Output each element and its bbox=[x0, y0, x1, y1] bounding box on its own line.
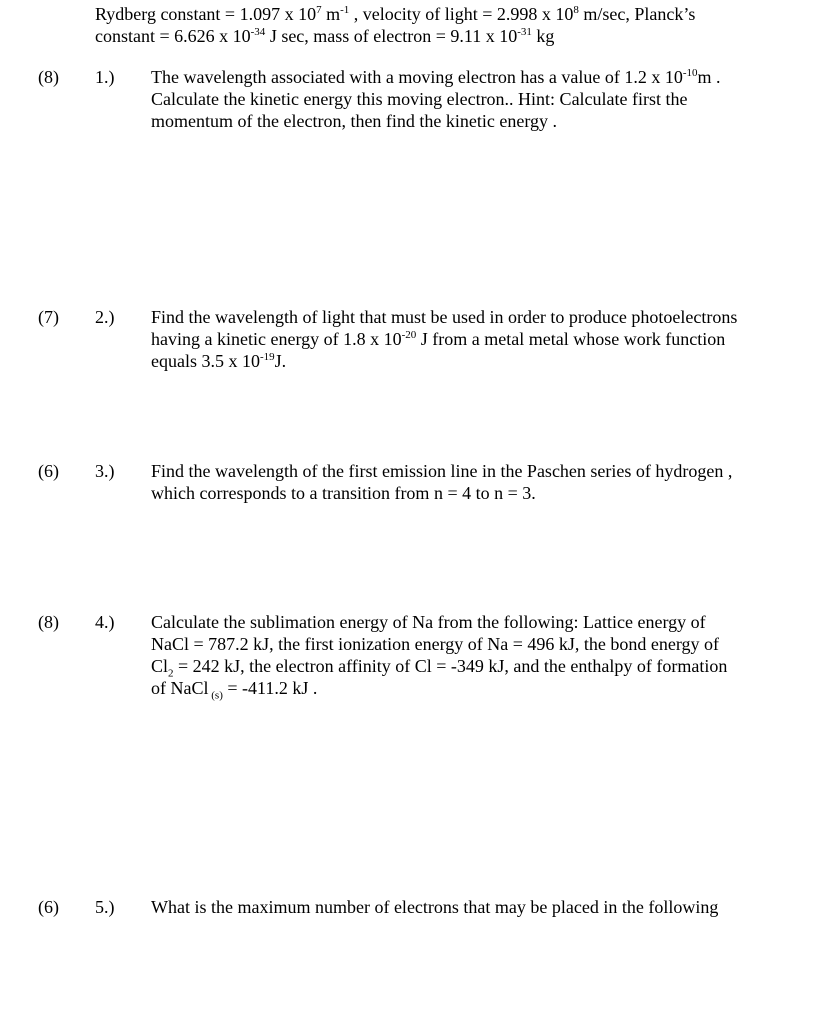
subscript: 2 bbox=[168, 667, 174, 680]
question-number: 3.) bbox=[95, 461, 115, 481]
question-line: NaCl = 787.2 kJ, the first ionization energy of Na = 496 kJ, the bond energy of bbox=[151, 634, 720, 654]
exponent: -19 bbox=[259, 351, 275, 363]
question-points: (6) bbox=[38, 461, 59, 481]
question-text bbox=[151, 66, 781, 132]
text-run: = -411.2 kJ . bbox=[222, 678, 318, 698]
text-run: m . bbox=[697, 67, 721, 87]
text-run: Cl bbox=[151, 656, 169, 676]
rydberg-unit-exponent: -1 bbox=[340, 4, 350, 16]
text-run: J. bbox=[274, 351, 287, 371]
question-line bbox=[151, 677, 781, 702]
question-line: which corresponds to a transition from n = 4 to n = 3. bbox=[151, 483, 536, 503]
text-run: equals 3.5 x 10 bbox=[151, 351, 260, 371]
question-line bbox=[151, 655, 781, 680]
question-line bbox=[151, 66, 781, 88]
question-line: What is the maximum number of electrons that may be placed in the following bbox=[151, 897, 719, 917]
constants-header bbox=[95, 3, 795, 47]
question-line: Calculate the sublimation energy of Na from the following: Lattice energy of bbox=[151, 612, 706, 632]
text-run: of NaCl bbox=[151, 678, 209, 698]
question-number: 5.) bbox=[95, 897, 115, 917]
planck-text: constant = 6.626 x 10 bbox=[95, 26, 251, 46]
electron-mass-text: J sec, mass of electron = 9.11 x 10 bbox=[265, 26, 518, 46]
question-line: momentum of the electron, then find the kinetic energy . bbox=[151, 111, 558, 131]
question-points: (8) bbox=[38, 67, 59, 87]
text-run: J from a metal metal whose work function bbox=[416, 329, 726, 349]
constants-line-1 bbox=[95, 3, 795, 25]
rydberg-text: Rydberg constant = 1.097 x 10 bbox=[95, 4, 317, 24]
light-velocity-text: , velocity of light = 2.998 x 10 bbox=[349, 4, 574, 24]
question-text bbox=[151, 611, 781, 702]
question-line: Find the wavelength of light that must be used in order to produce photoelectrons bbox=[151, 307, 738, 327]
light-velocity-exponent: 8 bbox=[573, 4, 579, 16]
exponent: -20 bbox=[401, 329, 417, 341]
constants-line-2 bbox=[95, 25, 795, 47]
electron-mass-exponent: -31 bbox=[517, 26, 532, 38]
question-text bbox=[151, 460, 781, 504]
question-line: Find the wavelength of the first emission line in the Paschen series of hydrogen , bbox=[151, 461, 733, 481]
question-text bbox=[151, 896, 781, 918]
question-points: (6) bbox=[38, 897, 59, 917]
question-text bbox=[151, 306, 781, 372]
question-number: 2.) bbox=[95, 307, 115, 327]
text-run: having a kinetic energy of 1.8 x 10 bbox=[151, 329, 402, 349]
question-number: 4.) bbox=[95, 612, 115, 632]
text-run: The wavelength associated with a moving electron has a value of 1.2 x 10 bbox=[151, 67, 683, 87]
subscript: (s) bbox=[208, 689, 223, 702]
rydberg-unit: m bbox=[321, 4, 341, 24]
question-line: Calculate the kinetic energy this moving electron.. Hint: Calculate first the bbox=[151, 89, 688, 109]
question-number: 1.) bbox=[95, 67, 115, 87]
electron-mass-unit: kg bbox=[531, 26, 555, 46]
planck-exponent: -34 bbox=[250, 26, 266, 38]
question-points: (8) bbox=[38, 612, 59, 632]
question-points: (7) bbox=[38, 307, 59, 327]
exponent: -10 bbox=[682, 67, 698, 79]
text-run: = 242 kJ, the electron affinity of Cl = -349 kJ, and the enthalpy of formation bbox=[173, 656, 728, 676]
light-velocity-unit: m/sec, Planck’s bbox=[578, 4, 696, 24]
question-line bbox=[151, 350, 781, 372]
rydberg-exponent: 7 bbox=[316, 4, 322, 16]
question-line bbox=[151, 328, 781, 350]
